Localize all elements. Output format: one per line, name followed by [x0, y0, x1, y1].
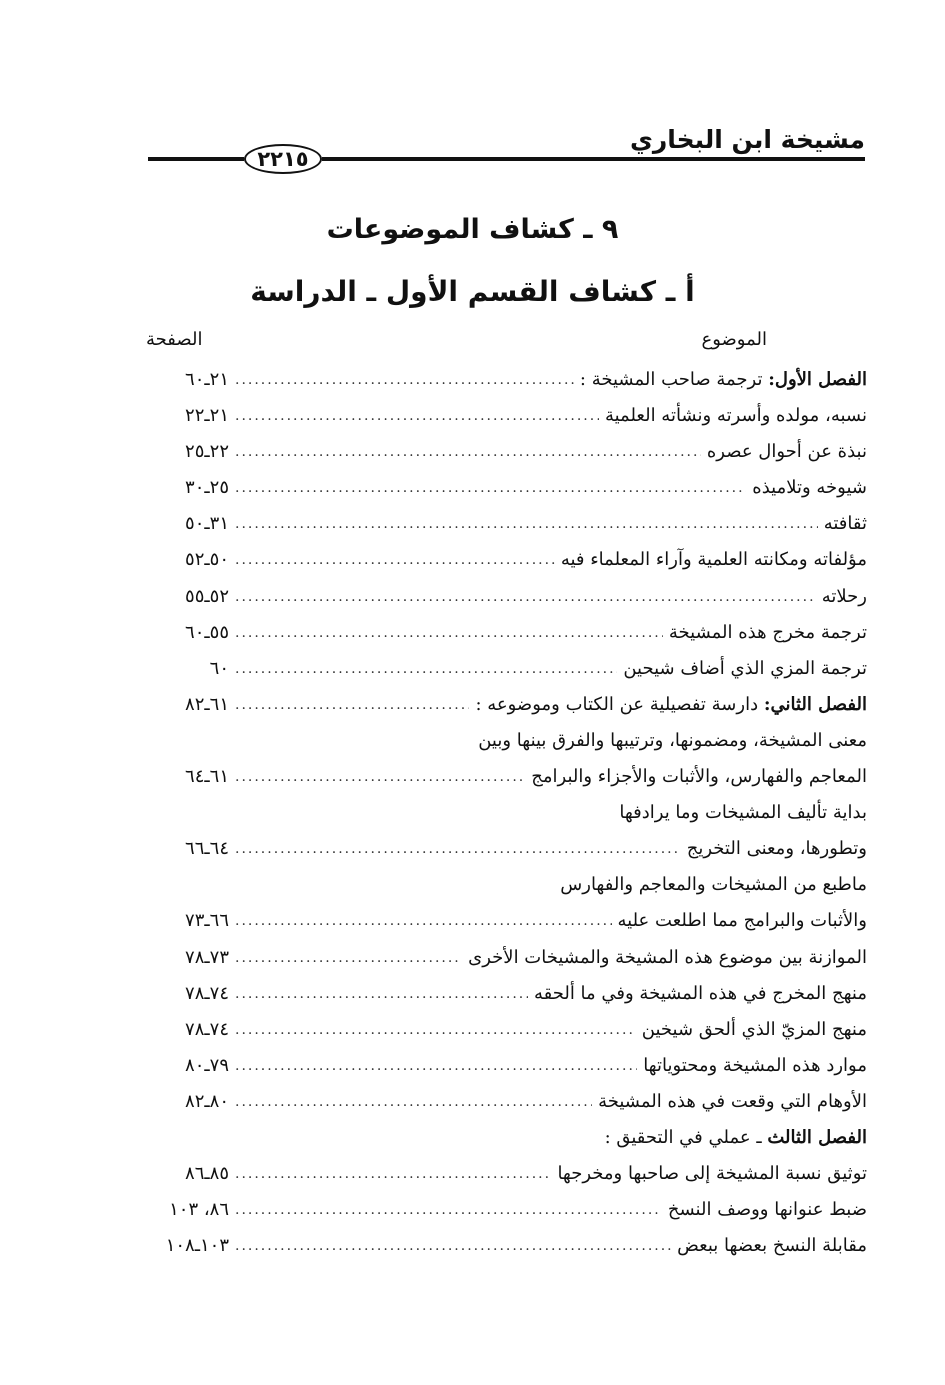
toc-entry — [145, 903, 867, 939]
column-header-page: الصفحة — [146, 329, 203, 350]
dot-leader — [235, 506, 867, 542]
toc-entry — [145, 759, 867, 795]
toc-entry-pages: ٦٤ـ٦٦ — [145, 831, 229, 867]
toc-entry — [145, 723, 867, 759]
toc-entry-title — [555, 542, 867, 578]
chapter-label: الفصل الثاني: — [763, 693, 867, 715]
toc-entry-title — [525, 759, 867, 795]
toc-entry — [145, 470, 867, 506]
toc-entry-pages: ٦٦ـ٧٣ — [145, 903, 229, 939]
chapter-label: الفصل الأول: — [768, 369, 867, 390]
toc-entry-title — [551, 1156, 867, 1192]
toc-entry-pages: ٦١ـ٨٢ — [145, 687, 229, 723]
toc-entry-text: ثقافته — [823, 513, 867, 535]
toc-entry-text: معنى المشيخة، ومضمونها، وترتيبها والفرق بينها وبين — [478, 729, 867, 751]
toc-entry-pages: ١٠٣ـ١٠٨ — [145, 1228, 229, 1264]
toc-entry-title — [599, 1120, 867, 1156]
toc-entry-text: رحلاته — [821, 585, 867, 607]
toc-entry-pages: ٥٠ـ٥٢ — [145, 542, 229, 578]
toc-entry-text: المعاجم والفهارس، والأثبات والأجزاء والبرامج — [531, 766, 867, 788]
toc-entry-pages: ٦٠ — [145, 651, 229, 687]
toc-entry-text: شيوخه وتلاميذه — [752, 477, 867, 499]
page-number-badge: ٢٢١٥ — [244, 144, 322, 174]
toc-entry — [145, 506, 867, 542]
toc-entry-text: دارسة تفصيلية عن الكتاب وموضوعه : — [475, 693, 764, 715]
toc-entry-title — [574, 362, 867, 398]
toc-entry-text: والأثبات والبرامج مما اطلعت عليه — [617, 910, 867, 932]
toc-entry-text: الأوهام التي وقعت في هذه المشيخة — [598, 1090, 867, 1112]
toc-entry-title — [662, 1192, 867, 1228]
dot-leader — [235, 579, 867, 615]
toc-entry — [145, 831, 867, 867]
toc-entry — [145, 579, 867, 615]
toc-entry-text: منهج المزيّ الذي ألحق شيخين — [641, 1018, 867, 1040]
toc-entry-title — [599, 398, 867, 434]
toc-entry-pages: ٢٢ـ٢٥ — [145, 434, 229, 470]
running-header-title: مشيخة ابن البخاري — [629, 125, 865, 154]
toc-entry-title — [818, 506, 867, 542]
toc-entry — [145, 1084, 867, 1120]
toc-entry-text: منهج المخرج في هذه المشيخة وفي ما ألحقه — [533, 982, 867, 1004]
toc-entry-pages: ٢١ـ٢٢ — [145, 398, 229, 434]
toc-entry — [145, 795, 867, 831]
toc-entry — [145, 1012, 867, 1048]
toc-entry-text: مقابلة النسخ بعضها ببعض — [677, 1235, 867, 1257]
toc-entry-title — [612, 903, 867, 939]
toc-entry-text: ماطبع من المشيخات والمعاجم والفهارس — [560, 874, 867, 896]
toc-entry-pages: ٧٩ـ٨٠ — [145, 1048, 229, 1084]
toc-entry-pages: ٥٥ـ٦٠ — [145, 615, 229, 651]
toc-entry-title — [469, 687, 867, 723]
toc-entry-pages: ٣١ـ٥٠ — [145, 506, 229, 542]
toc-entry — [145, 1156, 867, 1192]
toc-entry-pages: ٢٥ـ٣٠ — [145, 470, 229, 506]
toc-entry-text: موارد هذه المشيخة ومحتوياتها — [643, 1054, 867, 1076]
toc-entry-pages: ٢١ـ٦٠ — [145, 362, 229, 398]
toc-entry — [145, 398, 867, 434]
toc-entry — [145, 362, 867, 398]
toc-entry-text: وتطورها، ومعنى التخريج — [686, 838, 867, 860]
toc-entry-title — [663, 615, 867, 651]
chapter-label: الفصل الثالث — [767, 1126, 867, 1148]
toc-entry-title — [746, 470, 867, 506]
toc-entry-pages: ٨٦، ١٠٣ — [145, 1192, 229, 1228]
toc-entry-pages: ٧٤ـ٧٨ — [145, 976, 229, 1012]
toc-entry-text: الموازنة بين موضوع هذه المشيخة والمشيخات الأخرى — [468, 946, 867, 968]
toc-entry-text: ضبط عنوانها ووصف النسخ — [667, 1199, 867, 1221]
toc-entry-title — [613, 795, 867, 831]
toc-entry-pages: ٥٢ـ٥٥ — [145, 579, 229, 615]
toc-entry — [145, 976, 867, 1012]
toc-entry-text: نبذة عن أحوال عصره — [706, 441, 867, 463]
toc-entry-title — [637, 1048, 867, 1084]
toc-entry-text: توثيق نسبة المشيخة إلى صاحبها ومخرجها — [557, 1163, 867, 1185]
toc-entry-title — [554, 867, 867, 903]
toc-entry — [145, 615, 867, 651]
toc-entry — [145, 867, 867, 903]
toc-entry-title — [816, 579, 867, 615]
toc-entry — [145, 651, 867, 687]
toc-entry-pages: ٧٤ـ٧٨ — [145, 1012, 229, 1048]
toc-entry-text: ترجمة مخرج هذه المشيخة — [668, 621, 867, 643]
toc-entry-title — [636, 1012, 867, 1048]
toc-entry — [145, 1228, 867, 1264]
subsection-title: أ ـ كشاف القسم الأول ـ الدراسة — [250, 275, 695, 308]
toc-entry-text: ترجمة المزي الذي أضاف شيحين — [623, 657, 867, 679]
toc-entry — [145, 1048, 867, 1084]
toc-entry — [145, 434, 867, 470]
toc-entry-title — [472, 723, 867, 759]
table-of-contents — [145, 362, 867, 1264]
toc-entry-text: ـ عملي في التحقيق : — [604, 1126, 768, 1148]
toc-entry-text: مؤلفاته ومكانته العلمية وآراء المعلماء فيه — [560, 549, 867, 571]
toc-entry-text: ترجمة صاحب المشيخة : — [579, 369, 769, 390]
toc-entry-title — [592, 1084, 867, 1120]
toc-entry-title — [528, 976, 867, 1012]
toc-entry — [145, 687, 867, 723]
toc-entry-text: بداية تأليف المشيخات وما يرادفها — [619, 802, 867, 824]
toc-entry — [145, 1120, 867, 1156]
toc-entry-title — [701, 434, 867, 470]
toc-entry-pages: ٧٣ـ٧٨ — [145, 940, 229, 976]
toc-entry-title — [671, 1228, 867, 1264]
toc-entry-pages: ٨٥ـ٨٦ — [145, 1156, 229, 1192]
toc-entry — [145, 542, 867, 578]
toc-entry-title — [681, 831, 867, 867]
toc-entry — [145, 940, 867, 976]
toc-entry — [145, 1192, 867, 1228]
toc-entry-title — [462, 940, 867, 976]
section-title: ٩ ـ كشاف الموضوعات — [326, 214, 619, 245]
header-rule-left — [148, 157, 244, 161]
header-rule-right — [322, 157, 865, 161]
toc-entry-title — [617, 651, 867, 687]
toc-entry-pages: ٦١ـ٦٤ — [145, 759, 229, 795]
toc-entry-pages: ٨٠ـ٨٢ — [145, 1084, 229, 1120]
toc-entry-text: نسبه، مولده وأسرته ونشأته العلمية — [604, 405, 867, 427]
column-header-topic: الموضوع — [701, 329, 767, 350]
